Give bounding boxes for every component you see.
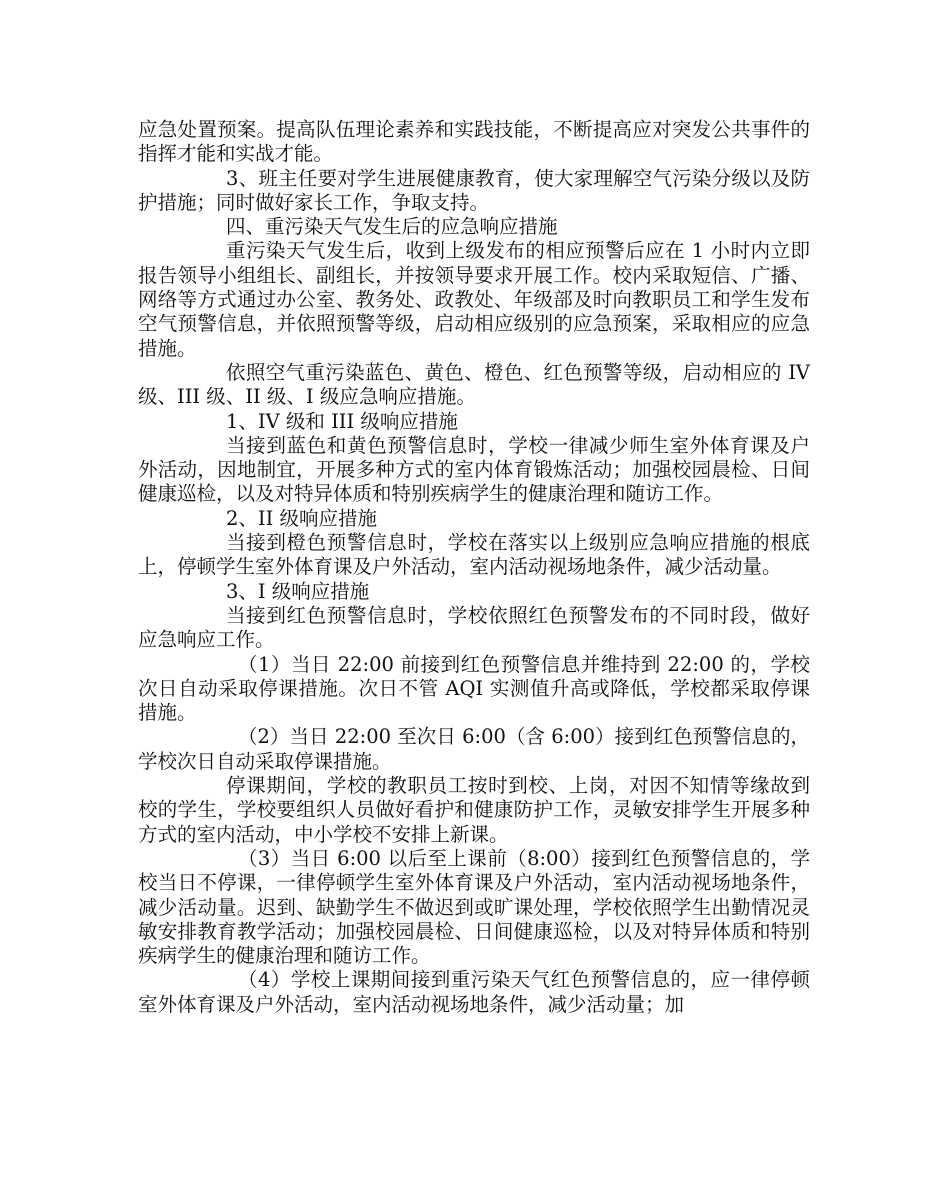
paragraph: 当接到蓝色和黄色预警信息时，学校一律减少师生室外体育课及户外活动，因地制宜，开展多种方式的室内体育锻炼活动；加强校园晨检、日间健康巡检，以及对特异体质和特别疾病学生的健康治理和随访工作。: [138, 433, 810, 506]
list-item: （2）当日 22:00 至次日 6:00（含 6:00）接到红色预警信息的，学校次日自动采取停课措施。: [138, 725, 810, 773]
list-item: （4）学校上课期间接到重污染天气红色预警信息的，应一律停顿室外体育课及户外活动，室内活动视场地条件，减少活动量；加: [138, 968, 810, 1016]
list-item: （3）当日 6:00 以后至上课前（8:00）接到红色预警信息的，学校当日不停课，一律停顿学生室外体育课及户外活动，室内活动视场地条件，减少活动量。迟到、缺勤学生不做迟到或旷课处理，学校依照学生出勤情况灵敏安排教育教学活动；加强校园晨检、日间健康巡检，以及对特异体质和特别疾病学生的健康治理和随访工作。: [138, 846, 810, 968]
list-item: （1）当日 22:00 前接到红色预警信息并维持到 22:00 的，学校次日自动采取停课措施。次日不管 AQI 实测值升高或降低，学校都采取停课措施。: [138, 652, 810, 725]
paragraph: 依照空气重污染蓝色、黄色、橙色、红色预警等级，启动相应的 IV 级、III 级、II 级、I 级应急响应措施。: [138, 360, 810, 409]
subsection-heading: 2、II 级响应措施: [226, 506, 378, 530]
paragraph: 应急处置预案。提高队伍理论素养和实践技能，不断提高应对突发公共事件的指挥才能和实战才能。: [138, 118, 810, 166]
paragraph: 重污染天气发生后，收到上级发布的相应预警后应在 1 小时内立即报告领导小组组长、副组长，并按领导要求开展工作。校内采取短信、广播、网络等方式通过办公室、教务处、政教处、年级部及时向教职员工和学生发布空气预警信息，并依照预警等级，启动相应级别的应急预案，采取相应的应急措施。: [138, 239, 810, 360]
section-heading: 四、重污染天气发生后的应急响应措施: [226, 215, 558, 239]
paragraph: 当接到橙色预警信息时，学校在落实以上级别应急响应措施的根底上，停顿学生室外体育课及户外活动，室内活动视场地条件，减少活动量。: [138, 531, 810, 579]
paragraph: 停课期间，学校的教职员工按时到校、上岗，对因不知情等缘故到校的学生，学校要组织人员做好看护和健康防护工作，灵敏安排学生开展多种方式的室内活动，中小学校不安排上新课。: [138, 774, 810, 846]
paragraph: 3、班主任要对学生进展健康教育，使大家理解空气污染分级以及防护措施；同时做好家长工作，争取支持。: [138, 166, 810, 214]
document-body: [138, 118, 810, 1017]
paragraph: 当接到红色预警信息时，学校依照红色预警发布的不同时段，做好应急响应工作。: [138, 603, 810, 652]
subsection-heading: 1、IV 级和 III 级响应措施: [226, 409, 458, 433]
subsection-heading: 3、I 级响应措施: [226, 579, 370, 603]
